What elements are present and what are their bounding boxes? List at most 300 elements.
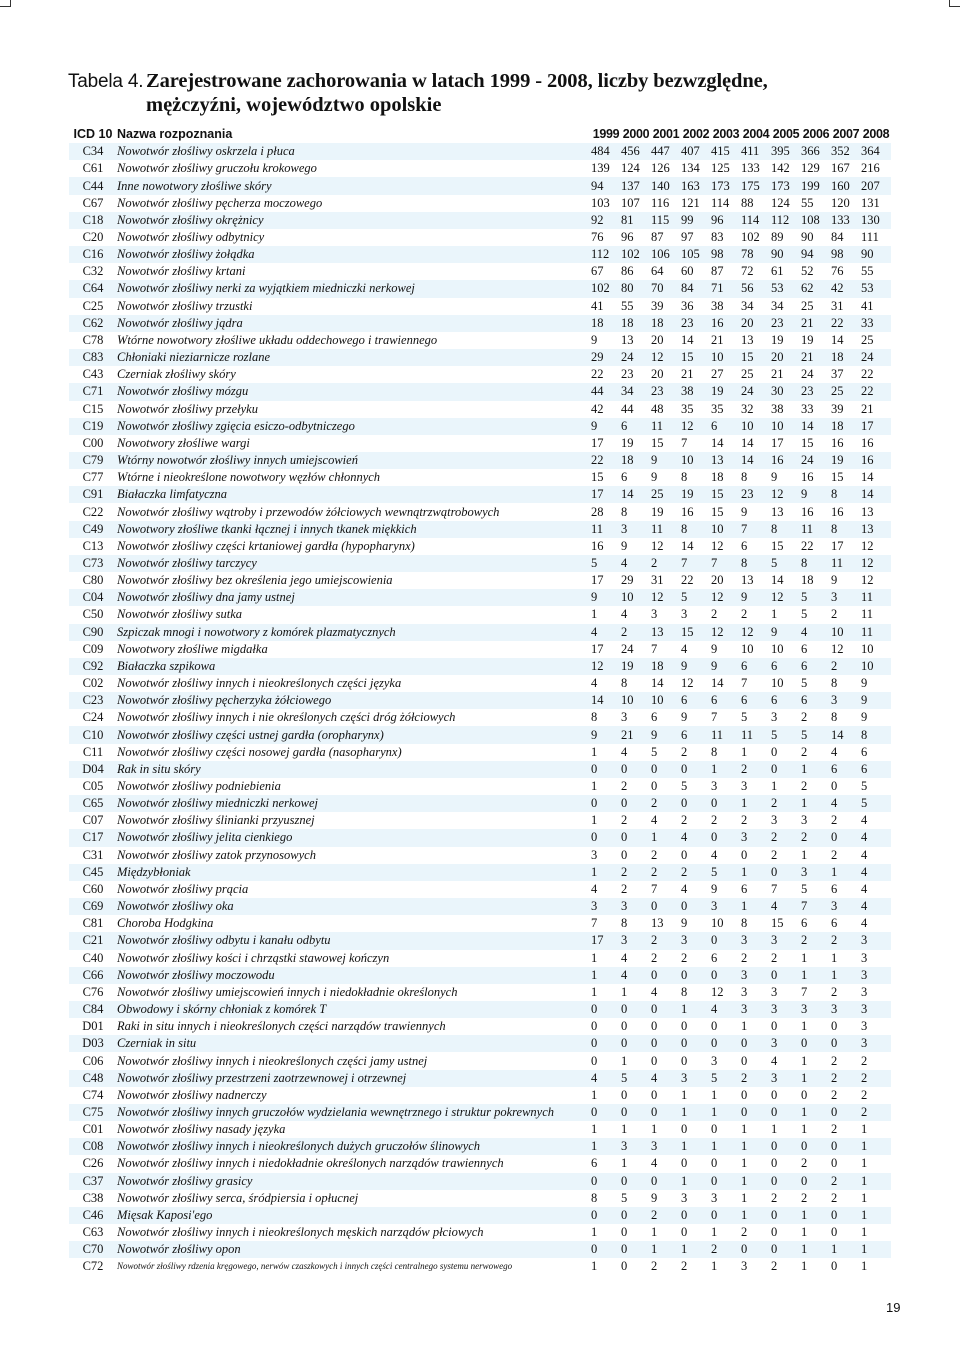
case-count: 0	[711, 795, 741, 812]
case-count: 5	[801, 607, 808, 622]
case-count: 3	[771, 1035, 801, 1052]
diagnosis-name: Nowotwór złośliwy oka	[117, 898, 591, 915]
case-count: 5	[741, 710, 748, 725]
case-count: 21	[801, 315, 831, 332]
case-count: 2	[651, 864, 681, 881]
case-count: 0	[681, 847, 688, 862]
case-count: 134	[681, 161, 700, 176]
case-count: 14	[861, 470, 874, 485]
case-count: 12	[711, 624, 741, 641]
case-count: 0	[651, 1001, 681, 1018]
case-count: 3	[741, 1259, 748, 1274]
case-count: 2	[831, 1122, 838, 1137]
case-count: 1	[861, 1190, 868, 1205]
case-count: 3	[771, 932, 801, 949]
case-count: 80	[621, 280, 651, 297]
case-count: 7	[651, 881, 658, 896]
case-count: 19	[711, 383, 741, 400]
table-row	[69, 435, 891, 452]
case-count: 116	[651, 195, 670, 210]
diagnosis-name: Nowotwór złośliwy miedniczki nerkowej	[117, 795, 591, 812]
case-count: 53	[771, 280, 801, 297]
diagnosis-name: Nowotwór złośliwy pęcherza moczowego	[117, 195, 323, 210]
case-count: 0	[651, 898, 681, 915]
case-count: 19	[681, 486, 711, 503]
case-count: 115	[651, 212, 681, 229]
case-count: 41	[861, 298, 874, 313]
case-count: 21	[621, 726, 651, 743]
diagnosis-name: Nowotwór złośliwy jelita cienkiego	[117, 829, 591, 846]
case-count: 6	[861, 761, 891, 778]
case-count: 1	[741, 1019, 748, 1034]
case-count: 2	[831, 607, 838, 622]
case-count: 1	[741, 1173, 771, 1190]
case-count: 83	[711, 230, 724, 245]
diagnosis-name: Nowotwór złośliwy grasicy	[117, 1173, 591, 1190]
case-count: 102	[591, 280, 621, 297]
table-row	[69, 1104, 891, 1121]
case-count: 88	[741, 195, 754, 210]
icd-code: C70	[69, 1241, 117, 1258]
case-count: 2	[801, 744, 808, 759]
case-count: 17	[591, 573, 604, 588]
case-count: 364	[861, 143, 891, 160]
case-count: 395	[771, 143, 801, 160]
icd-code: C19	[69, 418, 117, 435]
case-count: 10	[621, 589, 651, 606]
case-count: 20	[651, 367, 664, 382]
case-count: 5	[621, 1190, 628, 1205]
diagnosis-name: Raki in situ innych i nieokreślonych części narządów trawiennych	[117, 1019, 446, 1034]
table-row	[69, 1258, 891, 1275]
case-count: 4	[651, 984, 658, 999]
case-count: 55	[861, 264, 874, 279]
case-count: 12	[681, 676, 694, 691]
case-count: 107	[621, 195, 640, 210]
case-count: 8	[621, 916, 628, 931]
case-count: 0	[711, 1207, 741, 1224]
icd-code: C23	[69, 692, 117, 709]
case-count: 2	[651, 847, 658, 862]
case-count: 7	[591, 916, 598, 931]
case-count: 1	[591, 779, 598, 794]
case-count: 9	[861, 676, 868, 691]
diagnosis-name: Nowotwór złośliwy części krtaniowej gardła (hypopharynx)	[117, 538, 415, 553]
case-count: 16	[861, 452, 891, 469]
diagnosis-name: Nowotwór złośliwy moczowodu	[117, 967, 591, 984]
case-count: 4	[861, 813, 868, 828]
icd-code: C84	[69, 1001, 117, 1018]
case-count: 11	[651, 521, 681, 538]
case-count: 1	[801, 950, 808, 965]
case-count: 0	[831, 1138, 861, 1155]
case-count: 0	[831, 1019, 838, 1034]
case-count: 1	[681, 1104, 711, 1121]
case-count: 6	[621, 470, 628, 485]
case-count: 15	[831, 470, 844, 485]
case-count: 1	[801, 1241, 831, 1258]
case-count: 2	[831, 847, 838, 862]
icd-code: C32	[82, 264, 104, 279]
case-count: 10	[711, 916, 724, 931]
case-count: 94	[801, 246, 831, 263]
case-count: 5	[651, 744, 658, 759]
case-count: 4	[591, 1070, 621, 1087]
case-count: 3	[861, 984, 868, 999]
case-count: 17	[831, 538, 844, 553]
case-count: 3	[621, 710, 628, 725]
diagnosis-name: Nowotwór złośliwy podniebienia	[117, 779, 281, 794]
case-count: 7	[741, 521, 771, 538]
case-count: 6	[681, 726, 711, 743]
case-count: 1	[591, 950, 598, 965]
diagnosis-name: Nowotwór złośliwy kości i chrząstki stawowej kończyn	[117, 950, 390, 965]
table-row	[69, 538, 891, 555]
case-count: 9	[651, 470, 658, 485]
case-count: 60	[681, 264, 694, 279]
case-count: 2	[831, 813, 838, 828]
case-count: 0	[741, 1087, 748, 1102]
case-count: 1	[711, 761, 741, 778]
case-count: 2	[681, 1259, 688, 1274]
diagnosis-name: Nowotwór złośliwy mózgu	[117, 383, 591, 400]
table-row	[69, 195, 891, 212]
case-count: 1	[591, 1225, 598, 1240]
case-count: 98	[831, 246, 861, 263]
diagnosis-name: Nowotwór złośliwy innych i nieokreślonych męskich narządów płciowych	[117, 1225, 484, 1240]
case-count: 0	[711, 932, 741, 949]
case-count: 21	[771, 367, 784, 382]
case-count: 131	[861, 195, 880, 210]
case-count: 70	[651, 280, 681, 297]
case-count: 8	[741, 470, 748, 485]
case-count: 3	[861, 950, 868, 965]
case-count: 0	[681, 1035, 711, 1052]
case-count: 0	[681, 761, 711, 778]
case-count: 9	[861, 692, 891, 709]
case-count: 0	[771, 761, 801, 778]
table-title-line1: Zarejestrowane zachorowania w latach 1999 - 2008, liczby bezwzględne,	[146, 70, 768, 92]
case-count: 2	[831, 1070, 861, 1087]
icd-code: C67	[82, 195, 104, 210]
case-count: 0	[591, 1035, 621, 1052]
case-count: 8	[621, 676, 628, 691]
case-count: 1	[591, 864, 621, 881]
case-count: 2	[831, 932, 861, 949]
case-count: 76	[831, 264, 844, 279]
case-count: 0	[651, 1019, 658, 1034]
case-count: 2	[741, 607, 748, 622]
case-count: 13	[741, 573, 754, 588]
case-count: 15	[681, 349, 711, 366]
case-count: 1	[741, 1122, 748, 1137]
case-count: 167	[831, 161, 850, 176]
case-count: 0	[681, 1156, 688, 1171]
case-count: 5	[861, 795, 891, 812]
case-count: 0	[771, 1104, 801, 1121]
header-year: 2004	[742, 127, 770, 142]
case-count: 31	[651, 573, 664, 588]
case-count: 8	[831, 486, 861, 503]
case-count: 1	[801, 847, 808, 862]
case-count: 0	[591, 1241, 621, 1258]
case-count: 2	[861, 1053, 868, 1068]
case-count: 1	[801, 1207, 831, 1224]
case-count: 1	[651, 829, 681, 846]
case-count: 15	[771, 916, 784, 931]
case-count: 0	[651, 1035, 681, 1052]
case-count: 0	[711, 1019, 718, 1034]
table-row	[69, 606, 891, 623]
case-count: 8	[681, 521, 711, 538]
icd-code: C66	[69, 967, 117, 984]
case-count: 2	[771, 1190, 778, 1205]
case-count: 1	[591, 1138, 621, 1155]
case-count: 0	[591, 1104, 621, 1121]
case-count: 11	[861, 607, 874, 622]
case-count: 12	[771, 486, 801, 503]
case-count: 2	[771, 1259, 778, 1274]
case-count: 1	[861, 1173, 891, 1190]
case-count: 0	[681, 1122, 688, 1137]
case-count: 15	[801, 435, 814, 450]
case-count: 0	[621, 1225, 628, 1240]
case-count: 61	[771, 264, 784, 279]
case-count: 1	[771, 1122, 778, 1137]
case-count: 24	[801, 452, 831, 469]
table-row	[69, 349, 891, 366]
icd-code: C08	[69, 1138, 117, 1155]
case-count: 3	[681, 1070, 711, 1087]
case-count: 14	[711, 435, 724, 450]
diagnosis-name: Nowotwór złośliwy dna jamy ustnej	[117, 589, 591, 606]
icd-code: C31	[82, 847, 104, 862]
diagnosis-name: Nowotwory złośliwe wargi	[117, 435, 250, 450]
case-count: 1	[771, 779, 778, 794]
case-count: 17	[591, 641, 604, 656]
case-count: 0	[621, 761, 651, 778]
diagnosis-name: Obwodowy i skórny chłoniak z komórek T	[117, 1001, 591, 1018]
case-count: 7	[741, 676, 748, 691]
case-count: 0	[801, 1087, 808, 1102]
case-count: 11	[711, 726, 741, 743]
case-count: 2	[861, 1087, 868, 1102]
case-count: 5	[801, 726, 831, 743]
case-count: 34	[741, 298, 754, 313]
diagnosis-name: Nowotwór złośliwy umiejscowień innych i niedokładnie określonych	[117, 984, 458, 999]
header-year: 2005	[772, 127, 800, 142]
case-count: 216	[861, 161, 880, 176]
case-count: 8	[741, 555, 771, 572]
case-count: 42	[831, 280, 861, 297]
case-count: 14	[861, 486, 891, 503]
icd-code: C05	[82, 779, 104, 794]
table-row	[69, 263, 891, 280]
case-count: 39	[831, 401, 844, 416]
case-count: 2	[801, 932, 831, 949]
case-count: 3	[711, 898, 741, 915]
case-count: 4	[711, 1001, 741, 1018]
case-count: 8	[591, 1190, 598, 1205]
icd-code: C01	[82, 1122, 104, 1137]
table-row	[69, 847, 891, 864]
case-count: 3	[861, 932, 891, 949]
table-row	[69, 1018, 891, 1035]
case-count: 22	[831, 315, 861, 332]
table-row	[69, 1173, 891, 1190]
case-count: 34	[771, 298, 784, 313]
case-count: 2	[801, 710, 808, 725]
case-count: 4	[621, 967, 651, 984]
case-count: 133	[831, 212, 861, 229]
table-row	[69, 1121, 891, 1138]
case-count: 2	[621, 624, 651, 641]
case-count: 3	[711, 779, 718, 794]
case-count: 0	[651, 1173, 681, 1190]
case-count: 0	[621, 1001, 651, 1018]
diagnosis-name: Nowotwór złośliwy innych i nie określonych części dróg żółciowych	[117, 710, 456, 725]
case-count: 0	[831, 1259, 838, 1274]
case-count: 20	[741, 315, 771, 332]
case-count: 3	[801, 1001, 831, 1018]
case-count: 2	[801, 779, 808, 794]
case-count: 89	[771, 230, 784, 245]
case-count: 0	[681, 898, 711, 915]
case-count: 0	[651, 1104, 681, 1121]
case-count: 20	[651, 332, 664, 347]
case-count: 2	[681, 864, 711, 881]
case-count: 0	[681, 1019, 688, 1034]
case-count: 106	[651, 246, 681, 263]
case-count: 6	[831, 761, 861, 778]
case-count: 17	[591, 486, 621, 503]
case-count: 8	[831, 521, 861, 538]
case-count: 23	[801, 383, 831, 400]
case-count: 8	[621, 504, 628, 519]
table-row	[69, 932, 891, 949]
header-year: 2007	[832, 127, 860, 142]
case-count: 17	[861, 418, 891, 435]
case-count: 0	[621, 1207, 651, 1224]
case-count: 36	[681, 298, 694, 313]
case-count: 3	[681, 1190, 688, 1205]
case-count: 10	[741, 641, 754, 656]
case-count: 3	[681, 607, 688, 622]
case-count: 97	[681, 230, 694, 245]
case-count: 7	[651, 641, 658, 656]
case-count: 9	[711, 658, 741, 675]
case-count: 1	[651, 1241, 681, 1258]
diagnosis-name: Nowotwór złośliwy części nosowej gardła (nasopharynx)	[117, 744, 402, 759]
case-count: 5	[801, 589, 831, 606]
case-count: 0	[831, 1207, 861, 1224]
case-count: 0	[711, 1122, 718, 1137]
case-count: 3	[861, 1001, 891, 1018]
case-count: 199	[801, 177, 831, 194]
case-count: 114	[711, 195, 730, 210]
case-count: 1	[801, 761, 831, 778]
case-count: 0	[831, 1225, 838, 1240]
case-count: 0	[711, 967, 741, 984]
case-count: 13	[861, 504, 874, 519]
case-count: 2	[621, 779, 628, 794]
table-row	[69, 1052, 891, 1069]
case-count: 2	[801, 1190, 808, 1205]
case-count: 0	[651, 1053, 658, 1068]
case-count: 3	[831, 589, 861, 606]
icd-code: C81	[82, 916, 104, 931]
case-count: 126	[651, 161, 670, 176]
case-count: 15	[741, 349, 771, 366]
icd-code: D04	[69, 761, 117, 778]
case-count: 0	[801, 1035, 831, 1052]
case-count: 4	[681, 641, 688, 656]
case-count: 1	[741, 1190, 748, 1205]
case-count: 10	[771, 676, 784, 691]
case-count: 19	[771, 332, 784, 347]
diagnosis-name: Nowotwór złośliwy jądra	[117, 315, 591, 332]
case-count: 0	[771, 864, 801, 881]
table-row	[69, 692, 891, 709]
table-row	[69, 1190, 891, 1207]
case-count: 140	[651, 177, 681, 194]
case-count: 3	[861, 967, 891, 984]
case-count: 415	[711, 143, 741, 160]
table-row	[69, 555, 891, 572]
table-row	[69, 1070, 891, 1087]
case-count: 8	[681, 470, 688, 485]
case-count: 133	[741, 161, 760, 176]
icd-code: C02	[82, 676, 104, 691]
case-count: 1	[861, 1156, 868, 1171]
case-count: 19	[621, 658, 651, 675]
case-count: 0	[651, 967, 681, 984]
case-count: 18	[591, 315, 621, 332]
case-count: 3	[771, 1001, 801, 1018]
case-count: 7	[711, 710, 718, 725]
case-count: 18	[831, 349, 861, 366]
case-count: 3	[621, 521, 651, 538]
case-count: 139	[591, 161, 610, 176]
case-count: 0	[771, 967, 801, 984]
case-count: 14	[741, 452, 771, 469]
case-count: 0	[711, 1156, 718, 1171]
case-count: 4	[861, 881, 868, 896]
case-count: 9	[591, 332, 598, 347]
case-count: 15	[591, 470, 604, 485]
case-count: 81	[621, 212, 651, 229]
case-count: 2	[621, 881, 628, 896]
diagnosis-name: Nowotwór złośliwy innych i niedokładnie określonych narządów trawiennych	[117, 1156, 504, 1171]
case-count: 2	[651, 932, 681, 949]
case-count: 1	[741, 864, 771, 881]
table-row	[69, 1207, 891, 1224]
case-count: 71	[711, 280, 741, 297]
case-count: 0	[591, 829, 621, 846]
case-count: 0	[621, 1087, 628, 1102]
case-count: 0	[621, 1019, 628, 1034]
icd-code: C17	[69, 829, 117, 846]
table-row	[69, 898, 891, 915]
table-row	[69, 452, 891, 469]
case-count: 102	[741, 230, 760, 245]
case-count: 15	[771, 538, 784, 553]
case-count: 2	[861, 1104, 891, 1121]
case-count: 12	[651, 589, 681, 606]
crop-mark-right	[949, 0, 960, 7]
case-count: 0	[591, 1207, 621, 1224]
case-count: 20	[711, 573, 724, 588]
